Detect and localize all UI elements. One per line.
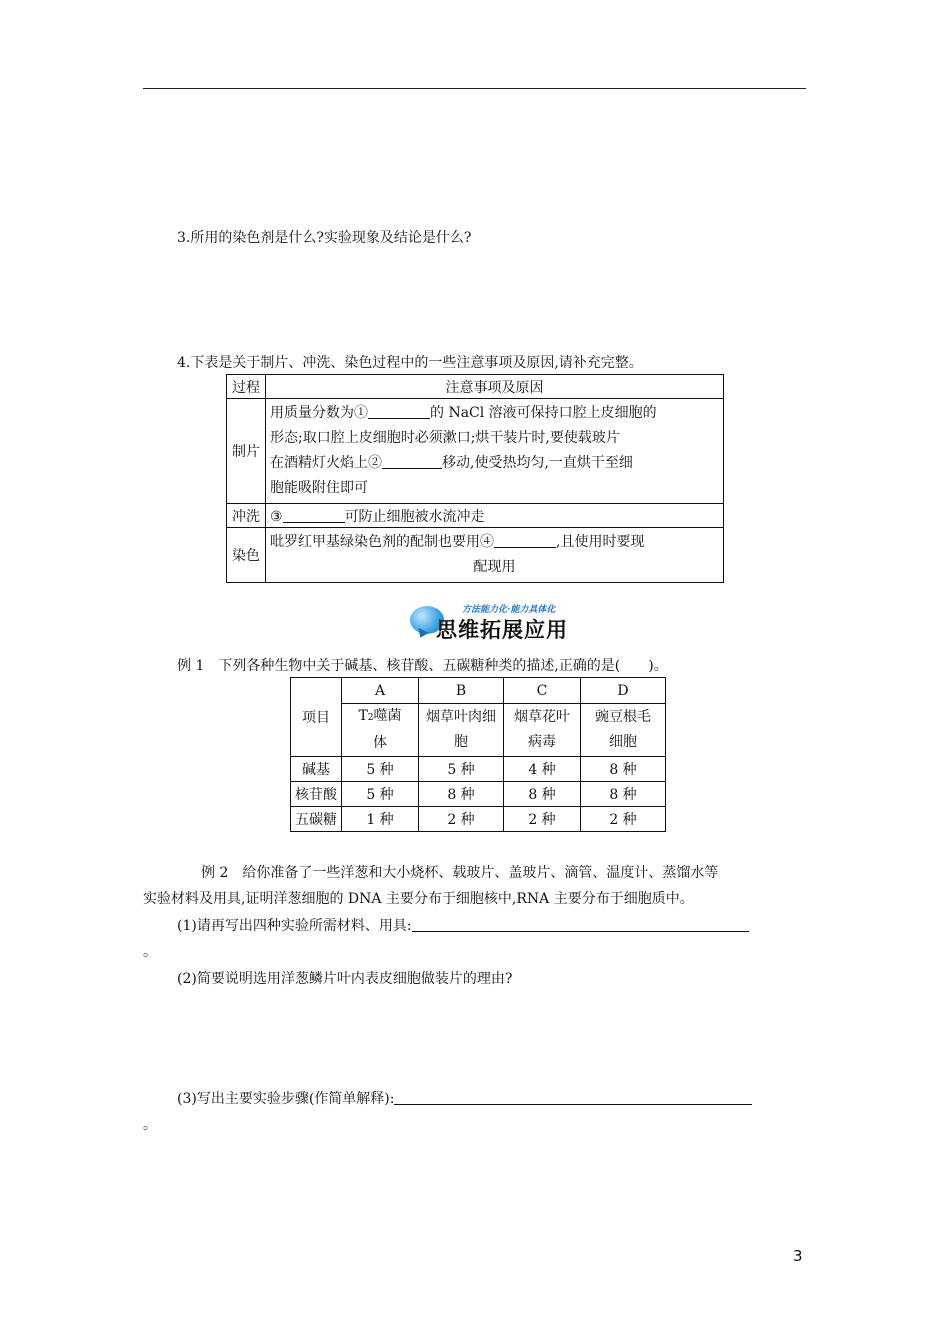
organism-row [291,704,666,757]
row-label: 碱基 [291,757,342,782]
header-rule [143,88,806,89]
text-span: ③ [270,508,283,525]
text-line: 细胞 [609,734,637,750]
example-2-part-3 [177,1088,752,1108]
table-cell: 8 种 [504,782,581,807]
table-cell: 8 种 [581,782,666,807]
text-line: 体 [373,735,387,751]
table-cell: 8 种 [581,757,666,782]
text-line: 形态;取口腔上皮细胞时必须漱口;烘干装片时,要使载玻片 [270,430,620,446]
example-2-part-1 [177,915,749,935]
answer-blank-2[interactable] [382,454,442,469]
table-cell: 2 种 [419,807,504,832]
option-label: C [504,678,581,704]
table-row [227,504,724,528]
example-1-question: 例 1 下列各种生物中关于碱基、核苷酸、五碳糖种类的描述,正确的是( )。 [177,658,668,674]
answer-blank-4[interactable] [494,533,556,548]
option-label: B [419,678,504,704]
example-1-table [290,677,666,832]
option-label: A [342,678,419,704]
banner-subtitle: 方法能力化·能力具体化 [462,605,556,615]
section-banner [410,602,580,642]
process-label: 染色 [227,528,266,583]
answer-line-1[interactable] [412,917,749,932]
table-row [227,399,724,504]
process-label: 冲洗 [227,504,266,528]
period-mark: 。 [143,944,157,960]
period-mark: 。 [143,1117,157,1133]
example-2-line-2: 实验材料及用具,证明洋葱细胞的 DNA 主要分布于细胞核中,RNA 主要分布于细胞质中。 [143,891,694,907]
table-header-row [227,375,724,399]
option-label: D [581,678,666,704]
text-span: 噬菌 [373,708,402,724]
options-row [291,678,666,704]
question-4-intro: 4.下表是关于制片、冲洗、染色过程中的一些注意事项及原因,请补充完整。 [177,355,643,371]
header-notes: 注意事项及原因 [266,375,724,399]
table-cell: 5 种 [342,782,419,807]
text-span: ,且使用时要现 [556,534,645,550]
row-label: 五碳糖 [291,807,342,832]
organism-cell [581,704,666,757]
example-2-line-1: 例 2 给你准备了一些洋葱和大小烧杯、载玻片、盖玻片、滴管、温度计、蒸馏水等 [201,865,719,881]
text-line: 胞能吸附住即可 [270,480,368,496]
text-line: 豌豆根毛 [595,709,651,725]
answer-blank-3[interactable] [283,508,345,523]
text-line: 配现用 [473,559,516,575]
text-span: 可防止细胞被水流冲走 [344,508,485,525]
page-number: 3 [793,1247,803,1265]
item-label: 项目 [291,678,342,757]
answer-line-3[interactable] [394,1090,752,1105]
question-3: 3.所用的染色剂是什么?实验现象及结论是什么? [177,230,472,246]
table-cell: 5 种 [419,757,504,782]
subscript: 2 [367,713,374,723]
text-span: 用质量分数为① [270,405,368,421]
table-cell: 5 种 [342,757,419,782]
table-cell: 4 种 [504,757,581,782]
table-cell: 1 种 [342,807,419,832]
table-row [291,782,666,807]
notes-cell [266,528,724,583]
header-process: 过程 [227,375,266,399]
organism-cell [419,704,504,757]
table-cell: 2 种 [581,807,666,832]
text-line: 胞 [454,734,468,750]
text-span: 的 NaCl 溶液可保持口腔上皮细胞的 [430,405,657,421]
process-label: 制片 [227,399,266,504]
table-cell: 8 种 [419,782,504,807]
table-row [227,528,724,583]
banner-title: 思维拓展应用 [436,618,568,642]
example-2-part-2: (2)简要说明选用洋葱鳞片叶内表皮细胞做装片的理由? [177,971,513,987]
text-span: 在酒精灯火焰上② [270,455,382,471]
text-line: 烟草叶肉细 [426,709,496,725]
notes-cell [266,504,724,528]
text-span: T [358,708,368,724]
answer-blank-1[interactable] [368,404,430,419]
organism-cell [504,704,581,757]
table-row [291,757,666,782]
row-label: 核苷酸 [291,782,342,807]
table-row [291,807,666,832]
table-cell: 2 种 [504,807,581,832]
text-span: (3)写出主要实验步骤(作简单解释): [177,1091,395,1107]
text-span: (1)请再写出四种实验所需材料、用具: [177,918,412,934]
text-line: 病毒 [528,734,556,750]
text-span: 吡罗红甲基绿染色剂的配制也要用④ [270,534,494,550]
text-span: 移动,使受热均匀,一直烘干至细 [442,455,633,471]
organism-cell [342,704,419,757]
text-line: 烟草花叶 [514,709,570,725]
precautions-table [226,374,724,583]
notes-cell [266,399,724,504]
